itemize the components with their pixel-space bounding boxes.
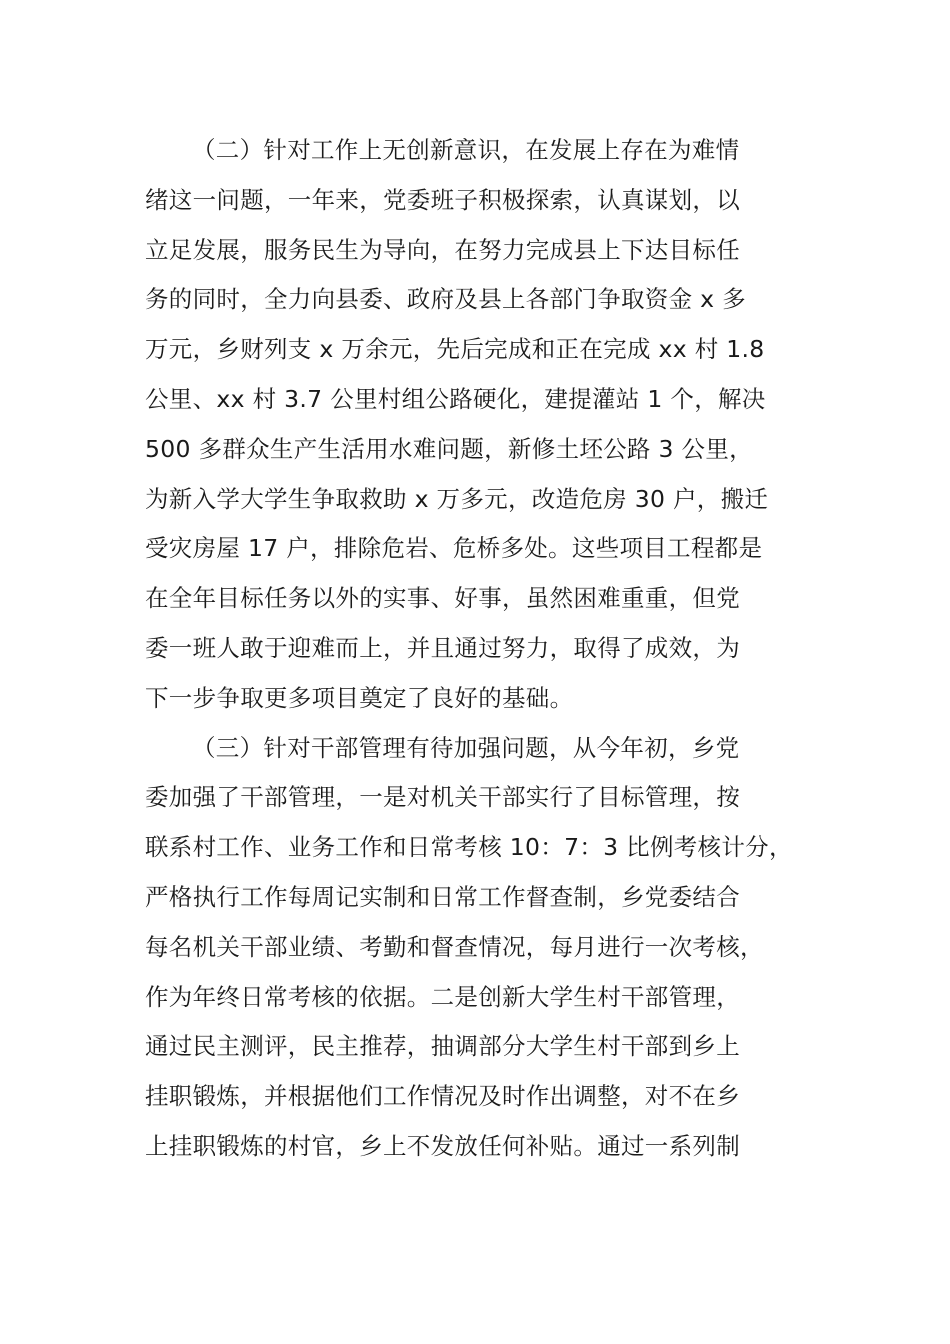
paragraph-2-line-4: 务的同时，全力向县委、政府及县上各部门争取资金 x 多 <box>145 285 746 314</box>
paragraph-3-line-5: 每名机关干部业绩、考勤和督查情况，每月进行一次考核， <box>145 932 764 961</box>
paragraph-2-line-3: 立足发展，服务民生为导向，在努力完成县上下达目标任 <box>145 235 740 264</box>
paragraph-2-line-10: 在全年目标任务以外的实事、好事，虽然困难重重，但党 <box>145 584 740 613</box>
paragraph-2-line-1: （二）针对工作上无创新意识，在发展上存在为难情 <box>192 136 740 164</box>
paragraph-2-line-8: 为新入学大学生争取救助 x 万多元，改造危房 30 户，搬迁 <box>145 484 769 513</box>
paragraph-2-line-9: 受灾房屋 17 户，排除危岩、危桥多处。这些项目工程都是 <box>145 534 763 563</box>
paragraph-3-line-8: 挂职锻炼，并根据他们工作情况及时作出调整，对不在乡 <box>145 1082 740 1111</box>
paragraph-2-line-5: 万元，乡财列支 x 万余元，先后完成和正在完成 xx 村 1.8 <box>145 335 765 364</box>
paragraph-3-line-2: 委加强了干部管理，一是对机关干部实行了目标管理，按 <box>145 783 740 812</box>
paragraph-3-line-9: 上挂职锻炼的村官，乡上不发放任何补贴。通过一系列制 <box>145 1131 740 1160</box>
paragraph-2-line-7: 500 多群众生产生活用水难问题，新修土坯公路 3 公里， <box>145 434 753 463</box>
paragraph-2-line-6: 公里、xx 村 3.7 公里村组公路硬化，建提灌站 1 个，解决 <box>145 384 766 413</box>
body-text <box>145 126 845 1172</box>
paragraph-3-line-1: （三）针对干部管理有待加强问题，从今年初，乡党 <box>192 733 740 762</box>
paragraph-2-line-11: 委一班人敢于迎难而上，并且通过努力，取得了成效，为 <box>145 633 740 662</box>
paragraph-3-line-6: 作为年终日常考核的依据。二是创新大学生村干部管理， <box>145 982 740 1011</box>
paragraph-2-line-2: 绪这一问题，一年来，党委班子积极探索，认真谋划，以 <box>145 185 740 214</box>
paragraph-3-line-3: 联系村工作、业务工作和日常考核 10：7：3 比例考核计分， <box>145 833 793 862</box>
paragraph-2-line-12: 下一步争取更多项目奠定了良好的基础。 <box>145 683 574 712</box>
paragraph-3-line-4: 严格执行工作每周记实制和日常工作督查制，乡党委结合 <box>145 882 740 911</box>
paragraph-3-line-7: 通过民主测评，民主推荐，抽调部分大学生村干部到乡上 <box>145 1032 740 1061</box>
